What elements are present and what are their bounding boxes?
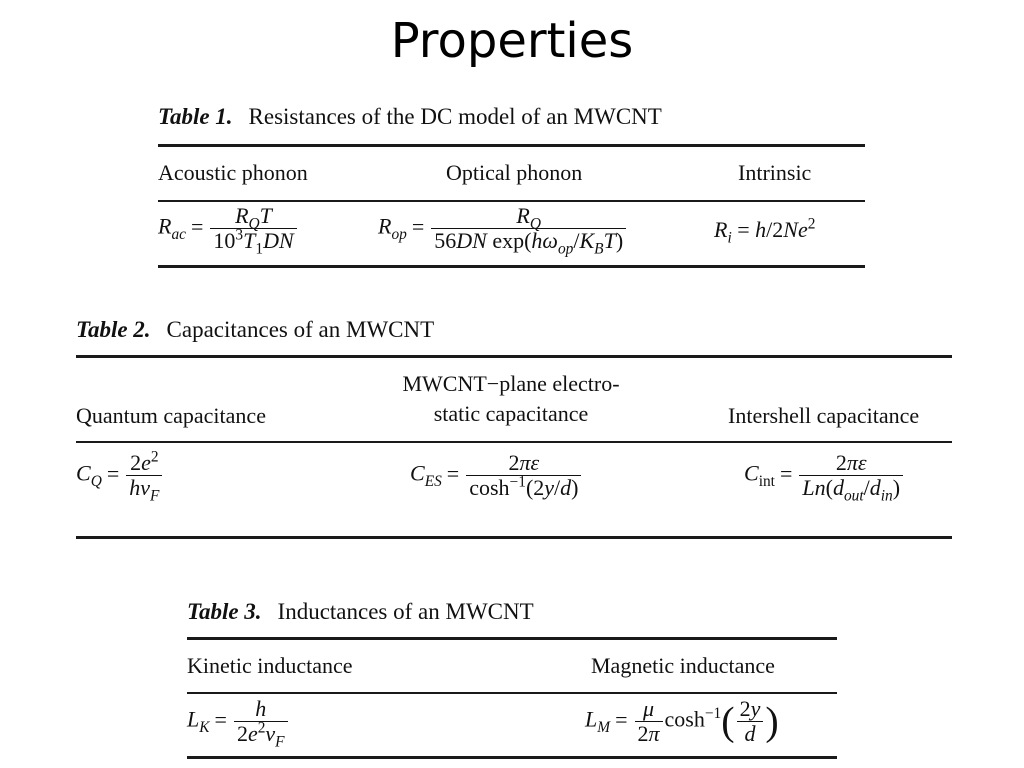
- table-2-header-electrostatic: [366, 369, 656, 429]
- table-1-caption: [158, 104, 662, 130]
- table-3: [187, 599, 837, 762]
- table-2-label: Table 2.: [76, 317, 151, 342]
- table-1-label: Table 1.: [158, 104, 233, 129]
- formula-quantum-capacitance: $C_Q$ = $2e^2$ $h\nu_F$: [76, 451, 164, 500]
- table-3-header-magnetic: Magnetic inductance: [591, 653, 775, 678]
- table-2-header-intershell: Intershell capacitance: [728, 403, 920, 428]
- table-1-header-acoustic: Acoustic phonon: [158, 160, 308, 185]
- table-2-header-electrostatic-line-1: MWCNT−plane electro-: [402, 371, 620, 396]
- table-1-header-optical: Optical phonon: [446, 160, 583, 185]
- table-2-caption: [76, 317, 434, 343]
- table-1-header-rule: [158, 200, 865, 202]
- slide-title: Properties: [390, 13, 634, 69]
- table-1-top-rule: [158, 144, 865, 147]
- table-3-bottom-rule: [187, 756, 837, 759]
- table-1-header-intrinsic: Intrinsic: [738, 160, 812, 185]
- formula-acoustic-resistance: $R_{ac}$ = $R_QT$ $10^3T_1DN$: [158, 204, 299, 253]
- formula-magnetic-inductance: $L_M$ = $\frac{\mu}{2\pi}$ $\cosh^{-1}$( $\frac{2y}{d}$ ): [585, 696, 779, 746]
- table-3-caption: [187, 599, 534, 625]
- table-2-header-quantum: Quantum capacitance: [76, 403, 266, 428]
- table-2-header-rule: [76, 441, 952, 443]
- formula-optical-resistance: $R_{op}$ = $R_Q$ 56DN $\exp(h\omega_{op}/K_BT)$: [378, 204, 628, 253]
- table-2-header-electrostatic-line-2: static capacitance: [433, 401, 589, 426]
- table-3-label: Table 3.: [187, 599, 262, 624]
- formula-electrostatic-capacitance: $C_{ES}$ = $\frac{2\pi\varepsilon}{\cosh^{-1}(2y/d)}$: [410, 451, 583, 500]
- table-3-header-rule: [187, 692, 837, 694]
- table-2-title: Capacitances of an MWCNT: [166, 317, 435, 342]
- table-3-top-rule: [187, 637, 837, 640]
- table-1-bottom-rule: [158, 265, 865, 268]
- table-3-title: Inductances of an MWCNT: [277, 599, 534, 624]
- formula-intershell-capacitance: $C_{int}$ = 2πε $Ln(d_{out}/d_{in})$: [744, 451, 905, 500]
- table-1-title: Resistances of the DC model of an MWCNT: [248, 104, 662, 129]
- table-2-bottom-rule: [76, 536, 952, 539]
- table-3-header-kinetic: Kinetic inductance: [187, 653, 353, 678]
- formula-intrinsic-resistance: $R_i = h/2Ne^2$: [714, 215, 816, 247]
- table-1: [158, 104, 865, 272]
- formula-kinetic-inductance: $L_K$ = $\frac{h}{2e^2\nu_F}$: [187, 697, 290, 746]
- table-2-top-rule: [76, 355, 952, 358]
- table-2: [76, 317, 952, 543]
